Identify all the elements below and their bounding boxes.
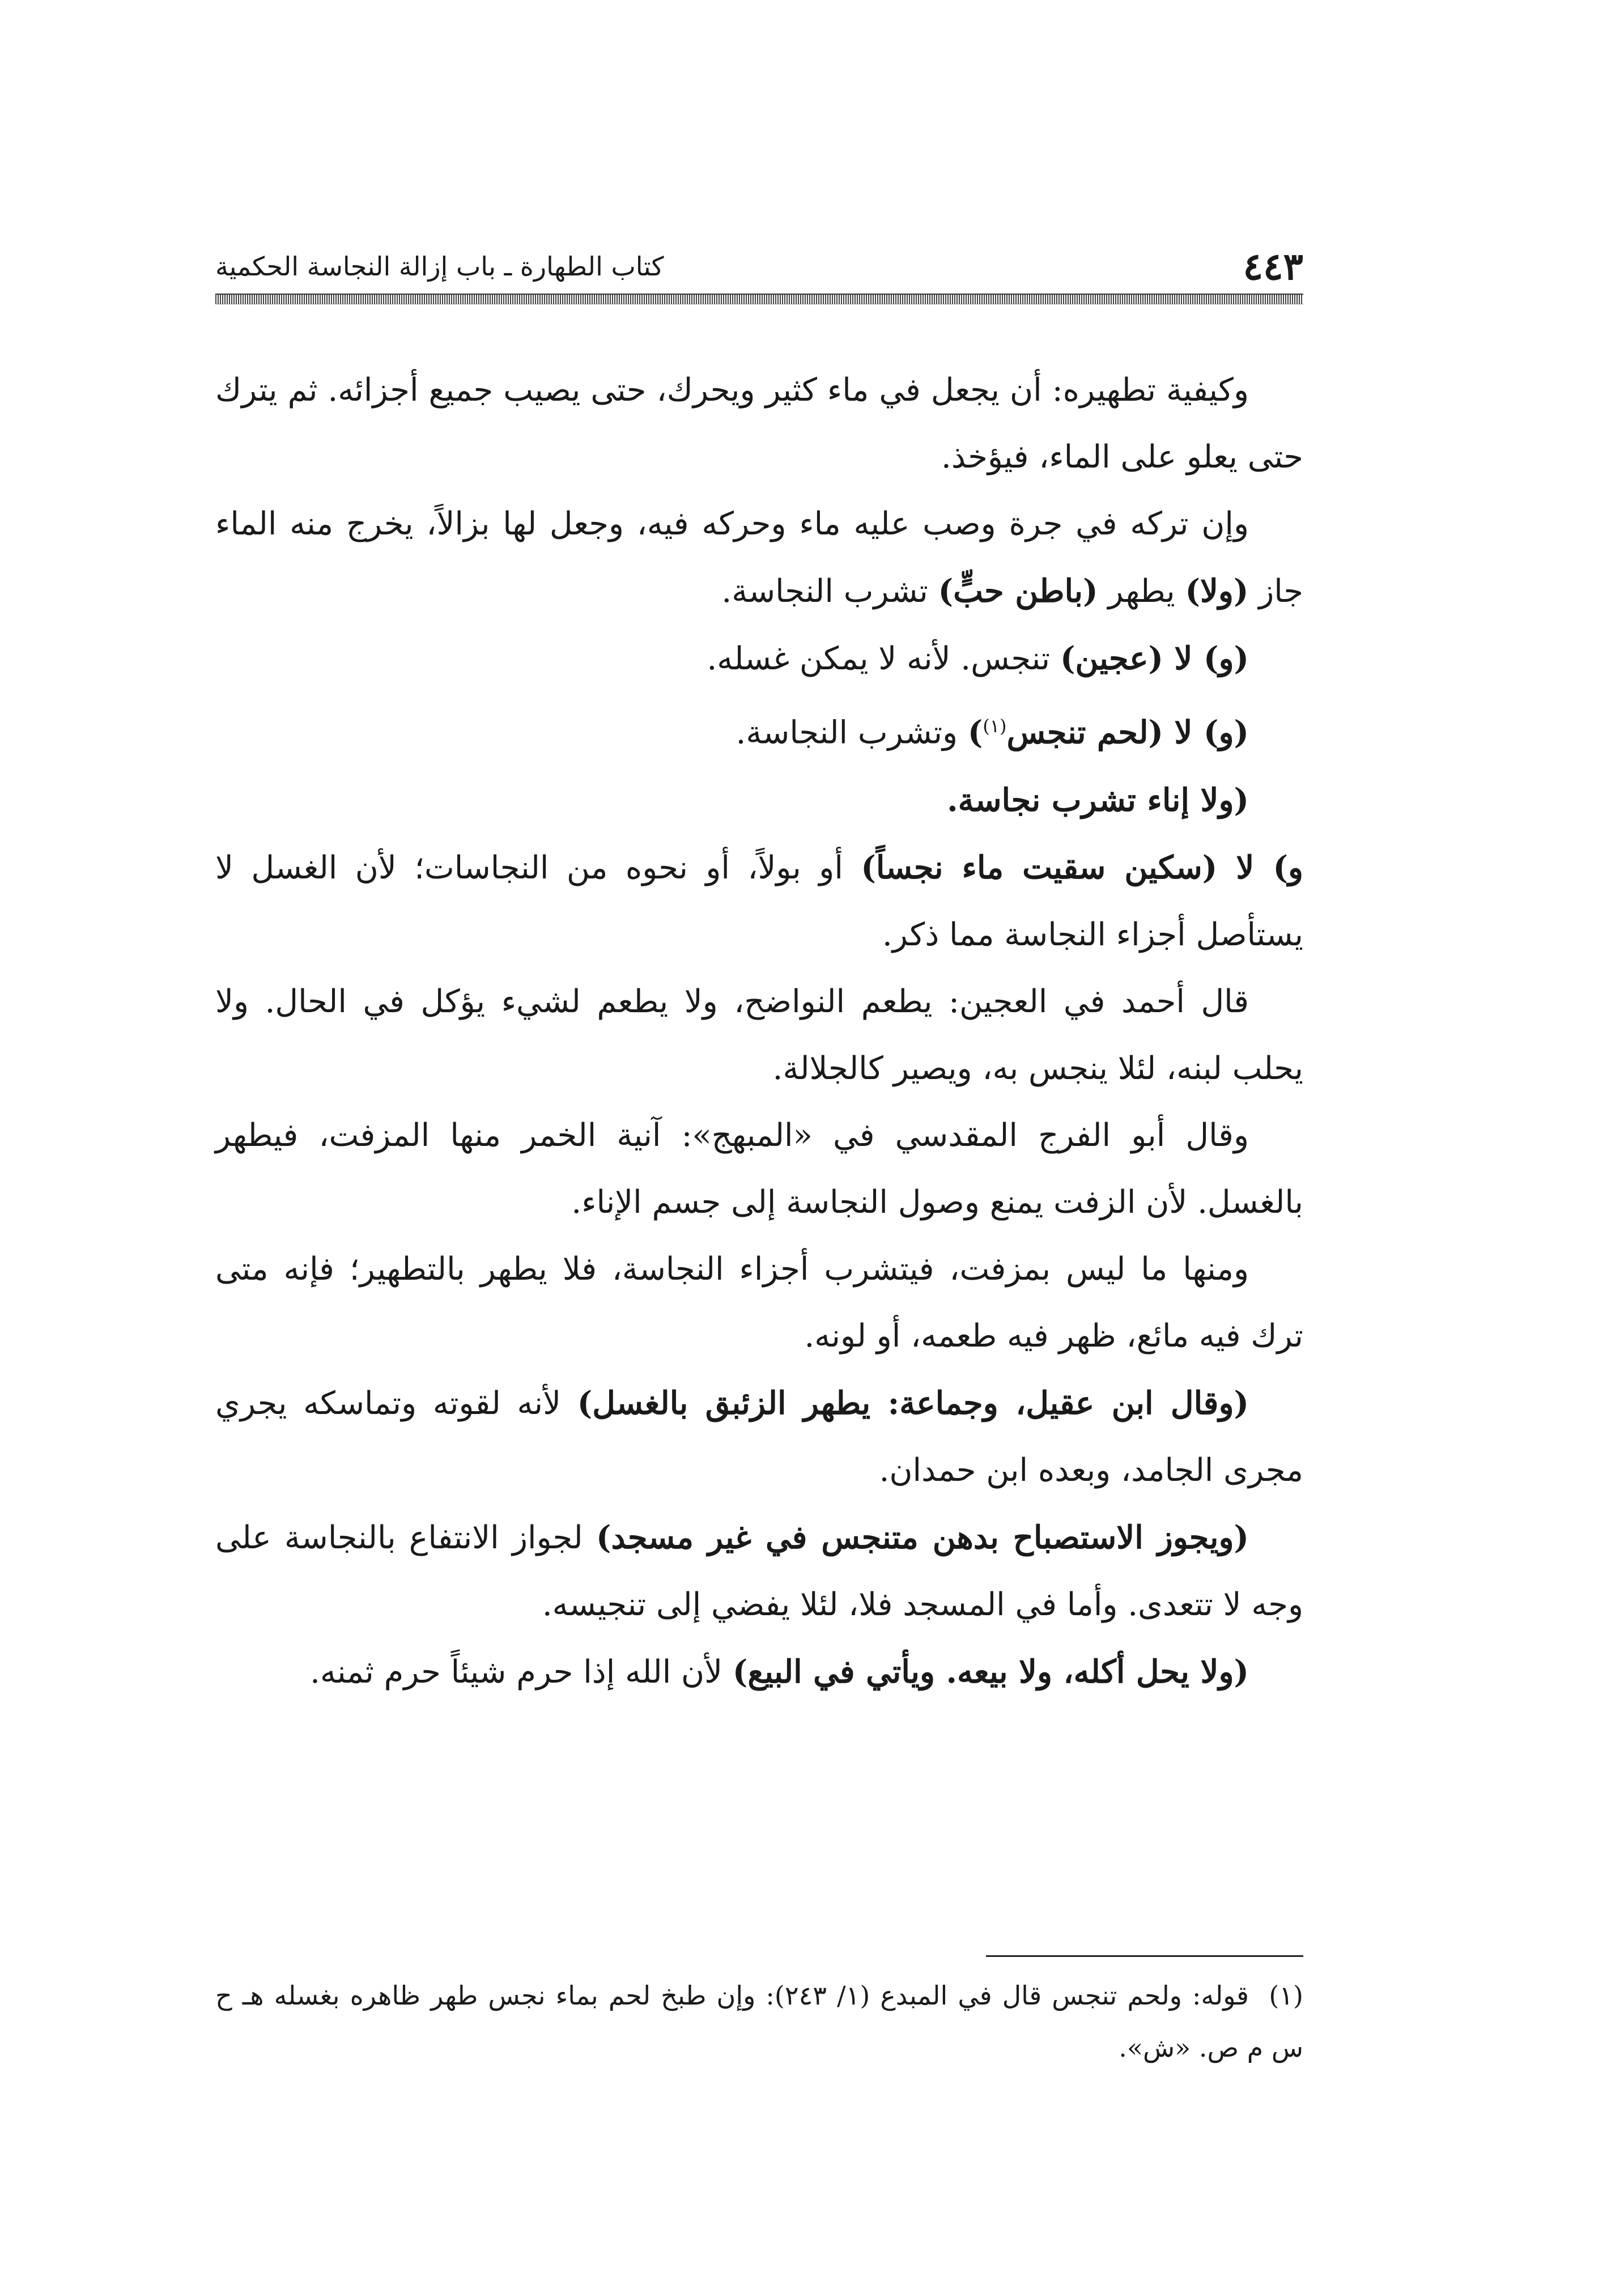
bold-term: (ولا يحل أكله، ولا بيعه. ويأتي في البيع) bbox=[732, 1653, 1249, 1691]
paragraph bbox=[215, 1236, 1303, 1370]
paragraph bbox=[215, 834, 1303, 969]
paragraph bbox=[215, 693, 1303, 767]
bold-term: (و) لا bbox=[1163, 714, 1249, 751]
paragraph-text: قال أحمد في العجين: يطعم النواضح، ولا يطعم لشيء يؤكل في الحال. ولا يحلب لبنه، لئلا ينجس به، ويصير كالجلالة. bbox=[215, 983, 1303, 1087]
paragraph bbox=[215, 1102, 1303, 1236]
footnotes bbox=[215, 1969, 1303, 2074]
paragraph-text: وإن تركه في جرة وصب عليه ماء وحركه فيه، وجعل لها بزالاً، يخرج منه الماء جاز bbox=[215, 506, 1303, 610]
bold-term: (لحم تنجس bbox=[1006, 714, 1164, 751]
book-page bbox=[215, 227, 1303, 2154]
paragraph-text: تنجس. لأنه لا يمكن غسله. bbox=[707, 640, 1060, 677]
bold-term: (و) لا bbox=[1163, 640, 1249, 677]
paragraph bbox=[215, 767, 1303, 834]
paragraph-text: يطهر bbox=[1098, 573, 1185, 610]
bold-term: (سكين سقيت ماء نجساً) bbox=[861, 848, 1218, 886]
bold-term: (عجين) bbox=[1060, 640, 1164, 677]
footnote-text: قوله: ولحم تنجس قال في المبدع (١/ ٢٤٣): وإن طبخ لحم بماء نجس طهر ظاهره بغسله هـ ح س م ص. «ش». bbox=[215, 1980, 1303, 2063]
bold-term: (ولا) bbox=[1185, 572, 1249, 610]
footnote-rule bbox=[986, 1955, 1303, 1957]
paragraph-text: وتشرب النجاسة. bbox=[736, 714, 968, 751]
paragraph-text: تشرب النجاسة. bbox=[721, 573, 938, 610]
paragraph-text: وكيفية تطهيره: أن يجعل في ماء كثير ويحرك، حتى يصيب جميع أجزائه. ثم يترك حتى يعلو على الماء، فيؤخذ. bbox=[215, 372, 1303, 475]
paragraph bbox=[215, 1638, 1303, 1706]
paragraph bbox=[215, 1504, 1303, 1638]
paragraph bbox=[215, 357, 1303, 491]
bold-term: (ولا إناء تشرب نجاسة. bbox=[947, 781, 1249, 819]
footnote-item bbox=[215, 1969, 1303, 2074]
paragraph bbox=[215, 969, 1303, 1102]
bold-term: و) لا bbox=[1217, 848, 1304, 886]
footnote-marker: (١) bbox=[983, 715, 1007, 737]
paragraph bbox=[215, 491, 1303, 625]
running-title: كتاب الطهارة ـ باب إزالة النجاسة الحكمية bbox=[215, 251, 664, 282]
paragraph bbox=[215, 625, 1303, 693]
paragraph-text: لجواز الانتفاع بالنجاسة على وجه لا تتعدى. وأما في المسجد فلا، لئلا يفضي إلى تنجيسه. bbox=[215, 1519, 1303, 1623]
running-header bbox=[215, 244, 1303, 289]
bold-term: (وقال ابن عقيل، وجماعة: يطهر الزئبق بالغسل) bbox=[577, 1384, 1249, 1422]
page-number: ٤٤٣ bbox=[1243, 244, 1303, 288]
paragraph bbox=[215, 1370, 1303, 1504]
paragraph-text: ومنها ما ليس بمزفت، فيتشرب أجزاء النجاسة، فلا يطهر بالتطهير؛ فإنه متى ترك فيه مائع، ظهر فيه طعمه، أو لونه. bbox=[215, 1250, 1303, 1354]
main-text bbox=[215, 357, 1303, 1706]
paragraph-text: وقال أبو الفرج المقدسي في «المبهج»: آنية الخمر منها المزفت، فيطهر بالغسل. لأن الزفت يمنع وصول النجاسة إلى جسم الإناء. bbox=[215, 1116, 1303, 1221]
paragraph-text: أو بولاً، أو نحوه من النجاسات؛ لأن الغسل لا يستأصل أجزاء النجاسة مما ذكر. bbox=[215, 849, 1303, 953]
paragraph-text: لأن الله إذا حرم شيئاً حرم ثمنه. bbox=[310, 1653, 733, 1691]
header-rule bbox=[215, 294, 1303, 304]
footnote-number: (١) bbox=[1269, 1980, 1303, 2011]
paragraph-text: لأنه لقوته وتماسكه يجري مجرى الجامد، وبعده ابن حمدان. bbox=[215, 1385, 1303, 1489]
bold-term: (ويجوز الاستصباح بدهن متنجس في غير مسجد) bbox=[596, 1518, 1249, 1556]
bold-term: ) bbox=[967, 714, 983, 751]
bold-term: (باطن حبٍّ) bbox=[938, 572, 1098, 610]
